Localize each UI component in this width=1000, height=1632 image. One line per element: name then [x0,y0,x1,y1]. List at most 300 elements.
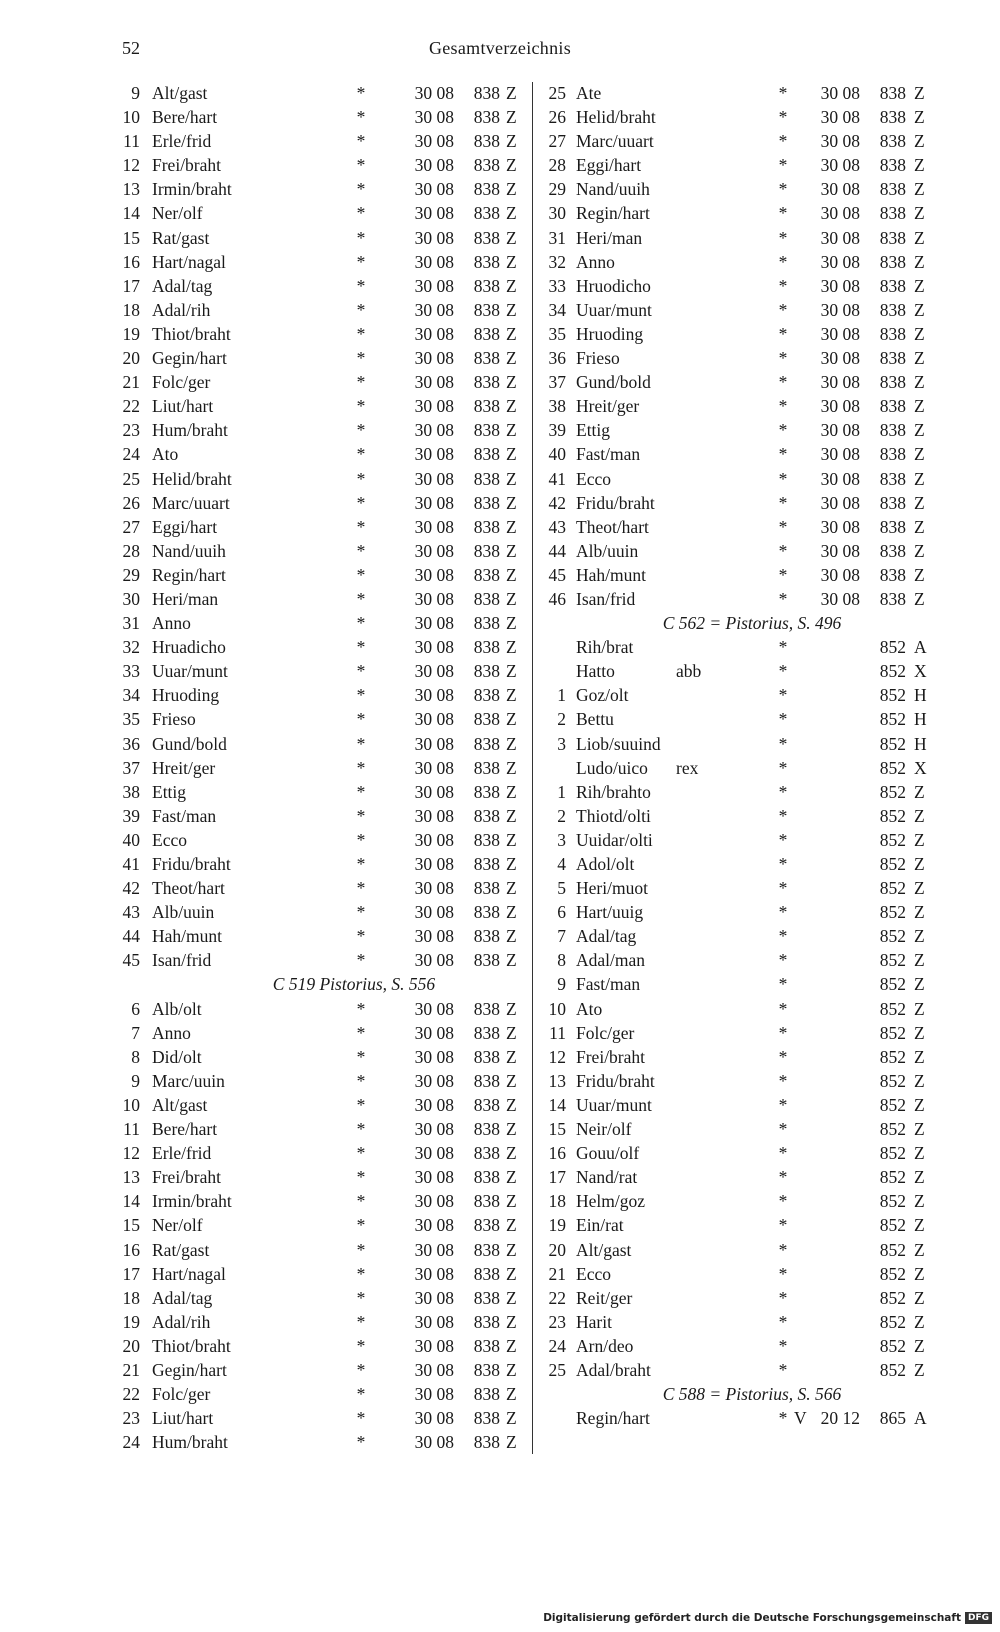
entry-code: Z [506,444,517,465]
entry-code: Z [506,733,517,754]
entry-number: 18 [122,1287,140,1308]
entry-code: Z [506,998,517,1019]
list-item [542,105,942,129]
list-item [118,370,530,394]
entry-name: Bettu [576,709,614,730]
entry-name: Adal/tag [152,1287,213,1308]
entry-date: 30 08 [820,275,860,296]
entry-year: 838 [879,179,906,200]
entry-date: 30 08 [414,275,454,296]
list-item [542,659,942,683]
entry-star: * [356,829,366,850]
entry-year: 852 [879,1022,906,1043]
entry-name: Ettig [576,420,611,441]
entry-number: 37 [122,757,140,778]
entry-code: Z [506,131,517,152]
entry-code: Z [914,1143,925,1164]
entry-number: 22 [122,1384,140,1405]
list-item [542,177,942,201]
entry-code: Z [506,83,517,103]
entry-number: 28 [122,540,140,561]
entry-date: 30 08 [820,396,860,417]
list-item [118,876,530,900]
entry-star: * [356,275,366,296]
entry-star: * [356,1287,366,1308]
list-item [118,177,530,201]
entry-name: Isan/frid [576,588,636,609]
entry-date: 30 08 [414,227,454,248]
entry-star: * [356,131,366,152]
entry-star: * [778,131,788,152]
entry-code: A [914,1408,927,1429]
entry-star: * [778,179,788,200]
entry-code: Z [506,540,517,561]
entry-year: 838 [473,902,500,923]
entry-name: Marc/uuart [576,131,654,152]
entry-number: 11 [123,1119,140,1140]
entry-name: Uuar/munt [576,299,652,320]
entry-code: Z [506,902,517,923]
entry-date: 30 08 [414,588,454,609]
entry-code: Z [506,1384,517,1405]
entry-year: 838 [473,348,500,369]
list-item [118,563,530,587]
entry-number: 20 [122,1335,140,1356]
entry-star: * [778,372,788,393]
entry-code: Z [914,1311,925,1332]
entry-year: 852 [879,709,906,730]
entry-number: 39 [548,420,566,441]
entry-year: 838 [473,516,500,537]
entry-star: * [778,1215,788,1236]
entry-year: 838 [473,1046,500,1067]
entry-star: * [778,1070,788,1091]
entry-star: * [778,107,788,128]
entry-date: 30 08 [820,540,860,561]
entry-year: 852 [879,1263,906,1284]
entry-date: 30 08 [414,83,454,103]
entry-code: Z [914,829,925,850]
entry-code: Z [914,107,925,128]
entry-name: Marc/uuin [152,1070,225,1091]
entry-star: * [778,396,788,417]
entry-code: Z [506,829,517,850]
entry-code: Z [506,757,517,778]
entry-code: Z [914,372,925,393]
entry-number: 14 [122,203,140,224]
list-item [118,105,530,129]
entry-year: 838 [879,275,906,296]
entry-code: Z [506,564,517,585]
entry-title: rex [676,757,699,778]
list-item [118,1430,530,1454]
entry-number: 1 [557,781,566,802]
entry-code: Z [914,1335,925,1356]
entry-name: Hruodicho [576,275,651,296]
entry-date: 30 08 [414,155,454,176]
entry-year: 838 [879,131,906,152]
entry-name: Regin/hart [576,203,650,224]
entry-star: * [356,613,366,634]
entry-code: Z [914,1287,925,1308]
entry-name: Nand/rat [576,1167,638,1188]
entry-date: 30 08 [414,420,454,441]
entry-code: Z [506,1143,517,1164]
entry-year: 852 [879,1119,906,1140]
list-item [542,828,942,852]
entry-date: 30 08 [414,1215,454,1236]
entry-star: * [356,1046,366,1067]
list-item [118,418,530,442]
entry-date: 30 08 [820,588,860,609]
entry-name: Theot/hart [576,516,649,537]
entry-name: Anno [576,251,615,272]
entry-star: * [778,1287,788,1308]
entry-number: 16 [122,1239,140,1260]
entry-date: 30 08 [414,781,454,802]
entry-code: Z [914,203,925,224]
list-item [542,1021,942,1045]
list-item [542,1358,942,1382]
entry-year: 852 [879,1070,906,1091]
entry-year: 838 [473,1167,500,1188]
entry-number: 43 [122,902,140,923]
entry-star: * [778,1408,788,1429]
entry-code: Z [506,1311,517,1332]
entry-star: * [356,1215,366,1236]
entry-star: * [778,733,788,754]
entry-year: 838 [879,468,906,489]
entry-year: 838 [473,251,500,272]
entry-name: Folc/ger [152,372,211,393]
entry-number: 30 [548,203,566,224]
entry-date: 30 08 [414,492,454,513]
entry-date: 30 08 [414,637,454,658]
entry-date: 30 08 [414,1335,454,1356]
entry-number: 30 [122,588,140,609]
entry-name: Goz/olt [576,685,629,706]
entry-code: Z [506,1263,517,1284]
entry-star: * [778,1094,788,1115]
list-item [542,900,942,924]
list-item [118,1141,530,1165]
entry-name: Nand/uuih [152,540,226,561]
entry-date: 30 08 [414,902,454,923]
entry-star: * [778,926,788,947]
entry-year: 838 [879,323,906,344]
entry-code: Z [506,709,517,730]
entry-number: 24 [122,444,140,465]
entry-name: Reit/ger [576,1287,633,1308]
entry-year: 838 [473,107,500,128]
entry-star: * [356,83,366,103]
column-divider [532,82,533,1454]
list-item [542,370,942,394]
entry-date: 30 08 [414,1287,454,1308]
entry-star: * [356,588,366,609]
entry-year: 852 [879,805,906,826]
entry-year: 838 [879,227,906,248]
entry-star: * [356,1143,366,1164]
entry-year: 838 [473,1359,500,1380]
entry-number: 15 [548,1119,566,1140]
entry-date: 30 08 [414,251,454,272]
entry-number: 6 [131,998,140,1019]
entry-year: 838 [473,564,500,585]
list-item [118,322,530,346]
entry-year: 838 [473,1239,500,1260]
entry-code: Z [914,540,925,561]
entry-year: 838 [473,1143,500,1164]
entry-number: 37 [548,372,566,393]
list-item [118,1382,530,1406]
dfg-logo: DFG [965,1612,992,1624]
entry-code: Z [914,1191,925,1212]
entry-year: 838 [473,613,500,634]
entry-name: Gegin/hart [152,1359,227,1380]
list-item [542,515,942,539]
entry-number: 23 [122,420,140,441]
entry-number: 14 [122,1191,140,1212]
list-item [118,1069,530,1093]
entry-year: 838 [879,203,906,224]
entry-star: * [778,998,788,1019]
entry-code: Z [914,420,925,441]
list-item [542,298,942,322]
entry-code: Z [914,805,925,826]
entry-year: 838 [879,588,906,609]
entry-star: * [356,420,366,441]
entry-code: Z [506,396,517,417]
list-item [542,1238,942,1262]
entry-number: 17 [122,275,140,296]
list-item [118,274,530,298]
entry-name: Frei/braht [576,1046,646,1067]
entry-date: 30 08 [414,998,454,1019]
entry-name: Uuar/munt [576,1094,652,1115]
entry-year: 838 [473,854,500,874]
entry-star: * [778,781,788,802]
entry-number: 6 [557,902,566,923]
entry-number: 26 [122,492,140,513]
entry-date: 30 08 [414,540,454,561]
entry-code: Z [506,950,517,971]
entry-year: 838 [473,685,500,706]
list-item [542,394,942,418]
left-column [118,81,530,1454]
entry-number: 11 [123,131,140,152]
entry-number: 34 [548,299,566,320]
entry-year: 838 [473,1191,500,1212]
entry-name: Alt/gast [152,83,208,103]
entry-name: Rat/gast [152,1239,210,1260]
entry-year: 852 [879,1191,906,1212]
list-item [118,153,530,177]
entry-year: 838 [473,1335,500,1356]
entry-code: H [914,733,927,754]
entry-code: Z [914,878,925,899]
entry-code: Z [914,227,925,248]
entry-name: Irmin/braht [152,1191,232,1212]
entry-star: * [778,709,788,730]
entry-year: 838 [473,878,500,899]
entry-year: 838 [879,83,906,103]
entry-name: Hruoding [152,685,220,706]
entry-date: 30 08 [414,1070,454,1091]
entry-name: Fridu/braht [576,1070,655,1091]
entry-year: 838 [473,1094,500,1115]
list-item [542,948,942,972]
entry-name: Bere/hart [152,107,218,128]
entry-name: Helid/braht [152,468,232,489]
entry-name: Anno [152,613,191,634]
entry-year: 838 [473,1287,500,1308]
entry-number: 33 [548,275,566,296]
list-item [118,1117,530,1141]
list-item [542,442,942,466]
entry-star: * [356,107,366,128]
list-item [542,418,942,442]
entry-date: 30 08 [414,950,454,971]
list-item [542,201,942,225]
entry-code: Z [506,781,517,802]
list-item [118,346,530,370]
entry-star: * [356,709,366,730]
entry-star: * [778,1239,788,1260]
list-item [542,876,942,900]
entry-date: 30 08 [414,203,454,224]
entry-number: 2 [557,805,566,826]
entry-number: 20 [122,348,140,369]
entry-star: * [778,468,788,489]
entry-name: Regin/hart [576,1408,650,1429]
entry-date: 30 08 [414,1408,454,1429]
entry-year: 865 [879,1408,906,1429]
entry-code: Z [506,1191,517,1212]
entry-star: * [356,227,366,248]
entry-star: * [778,588,788,609]
entry-star: * [356,685,366,706]
entry-star: * [778,1311,788,1332]
entry-date: 30 08 [414,1311,454,1332]
list-item [118,1213,530,1237]
entry-number: 44 [548,540,566,561]
entry-code: Z [914,926,925,947]
entry-number: 18 [548,1191,566,1212]
list-item [542,1141,942,1165]
entry-star: * [356,926,366,947]
entry-year: 838 [473,155,500,176]
entry-name: Ecco [576,1263,611,1284]
entry-year: 852 [879,757,906,778]
entry-name: Uuar/munt [152,661,228,682]
entry-number: 13 [122,1167,140,1188]
entry-star: * [356,1432,366,1453]
entry-year: 838 [473,299,500,320]
entry-star: * [356,1070,366,1091]
entry-code: X [914,757,927,778]
entry-star: * [356,854,366,874]
list-item [118,1358,530,1382]
entry-date: 30 08 [414,757,454,778]
entry-code: Z [506,420,517,441]
list-item [118,1093,530,1117]
list-item [118,1262,530,1286]
entry-year: 838 [473,179,500,200]
entry-name: Arn/deo [576,1335,634,1356]
entry-name: Regin/hart [152,564,226,585]
entry-number: 12 [122,155,140,176]
digitization-footer [543,1612,992,1624]
entry-name: Hreit/ger [576,396,640,417]
entry-name: Adal/rih [152,299,211,320]
entry-modifier: V [794,1408,807,1429]
entry-date: 30 08 [414,1046,454,1067]
entry-star: * [356,348,366,369]
entry-number: 5 [557,878,566,899]
entry-code: H [914,685,927,706]
entry-number: 43 [548,516,566,537]
entry-star: * [778,1191,788,1212]
entry-number: 21 [122,372,140,393]
entry-year: 852 [879,926,906,947]
entry-star: * [778,155,788,176]
entry-code: Z [506,1119,517,1140]
entry-name: Ner/olf [152,203,203,224]
entry-star: * [778,1143,788,1164]
entry-number: 20 [548,1239,566,1260]
entry-star: * [778,540,788,561]
entry-name: Frei/braht [152,1167,222,1188]
entry-star: * [778,275,788,296]
entry-code: Z [914,155,925,176]
entry-year: 852 [879,1287,906,1308]
entry-star: * [356,179,366,200]
list-item [118,900,530,924]
entry-star: * [778,1046,788,1067]
list-item [118,129,530,153]
entry-name: Eggi/hart [152,516,218,537]
list-item [118,780,530,804]
list-item [542,1406,942,1430]
entry-name: Heri/man [152,588,219,609]
entry-name: Frieso [152,709,196,730]
entry-star: * [356,372,366,393]
list-item [542,683,942,707]
entry-date: 30 08 [414,564,454,585]
list-item [118,828,530,852]
entry-year: 852 [879,1046,906,1067]
entry-number: 7 [131,1022,140,1043]
entry-star: * [778,974,788,995]
list-item [118,201,530,225]
entry-star: * [778,1359,788,1380]
entry-year: 838 [879,444,906,465]
entry-number: 9 [131,1070,140,1091]
entry-date: 30 08 [414,829,454,850]
entry-star: * [356,444,366,465]
entry-name: Gund/bold [152,733,227,754]
entry-number: 17 [122,1263,140,1284]
entry-name: Did/olt [152,1046,202,1067]
list-item [118,1045,530,1069]
entry-year: 838 [473,998,500,1019]
entry-name: Hah/munt [576,564,646,585]
entry-code: Z [914,1359,925,1380]
list-item [542,756,942,780]
entry-star: * [778,1119,788,1140]
entry-date: 30 08 [414,613,454,634]
